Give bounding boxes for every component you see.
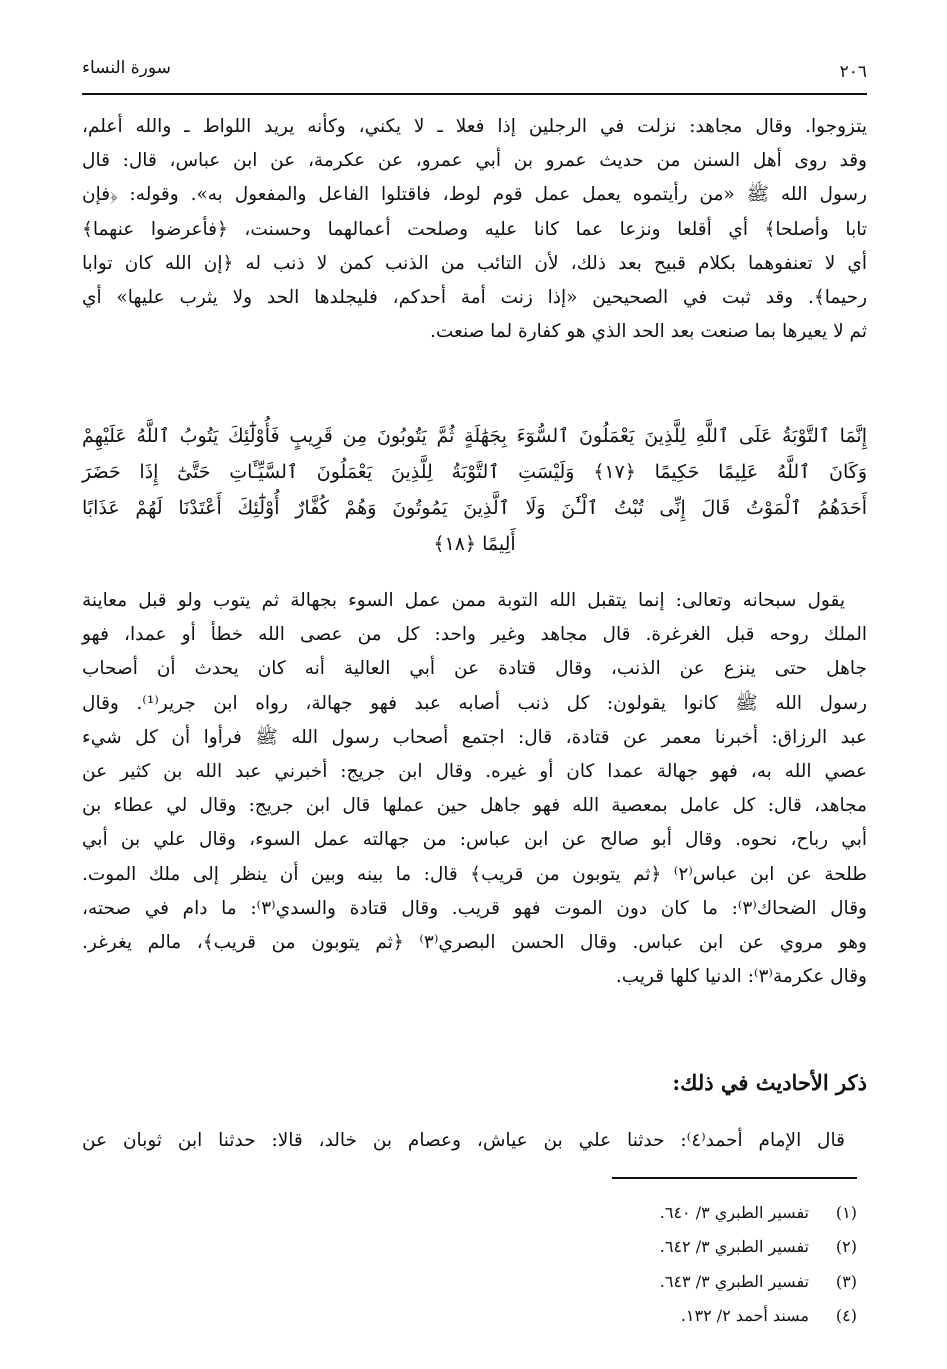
verse-line: أَحَدَهُمُ ٱلْمَوْتُ قَالَ إِنِّى تُبْتُ ٱلْـَٰٔنَ وَلَا ٱلَّذِينَ يَمُوتُونَ وَهُمْ كُفَّارٌ أُوْلَٰٓئِكَ أَعْتَدْنَا لَهُمْ عَذَابًا — [82, 497, 867, 519]
paragraph-2 — [82, 584, 867, 994]
section-heading: ذكر الأحاديث في ذلك: — [672, 1070, 867, 1095]
footnote-text: تفسير الطبري ٣/ ٦٤٣. — [659, 1271, 809, 1291]
text-line: قال الإمام أحمد⁽٤⁾: حدثنا علي بن عياش، وعصام بن خالد، قالا: حدثنا ابن ثوبان عن — [82, 1130, 845, 1151]
text-line: وقال عكرمة⁽٣⁾: الدنيا كلها قريب. — [615, 966, 867, 988]
text-line: وقال الضحاك⁽٣⁾: ما كان دون الموت فهو قريب. وقال قتادة والسدي⁽٣⁾: ما دام في صحته، — [82, 897, 867, 919]
verse-line: إِنَّمَا ٱلتَّوْبَةُ عَلَى ٱللَّهِ لِلَّذِينَ يَعْمَلُونَ ٱلسُّوٓءَ بِجَهَٰلَةٍ ثُمَّ يَتُوبُونَ مِن قَرِيبٍ فَأُوْلَٰٓئِكَ يَتُوبُ ٱللَّهُ عَلَيْهِمْ — [82, 425, 867, 447]
page-number: ٢٠٦ — [839, 62, 867, 82]
text-line: عبد الرزاق: أخبرنا معمر عن قتادة، قال: اجتمع أصحاب رسول الله ﷺ فرأوا أن كل شيء — [82, 726, 867, 748]
footnote — [660, 1196, 857, 1230]
text-line: رسول الله ﷺ «من رأيتموه يعمل عمل قوم لوط، فاقتلوا الفاعل والمفعول به». وقوله: ﴿فإن — [82, 184, 867, 206]
footnote-number: (٣) — [835, 1271, 857, 1291]
text-line: وهو مروي عن ابن عباس. وقال الحسن البصري⁽٣⁾ ﴿ثم يتوبون من قريب﴾، مالم يغرغر. — [82, 931, 867, 953]
verse-line: أَلِيمًا ﴿١٨﴾ — [433, 533, 516, 555]
footnote-number: (٢) — [835, 1237, 857, 1257]
footnote-text: مسند أحمد ٢/ ١٣٢. — [680, 1305, 809, 1325]
running-title: سورة النساء — [82, 58, 171, 78]
text-line: وقد روى أهل السنن من حديث عمرو بن أبي عمرو، عن عكرمة، عن ابن عباس، قال: قال — [82, 150, 867, 172]
text-line: ثم لا يعيرها بما صنعت بعد الحد الذي هو كفارة لما صنعت. — [430, 321, 867, 343]
text-line: يتزوجوا. وقال مجاهد: نزلت في الرجلين إذا فعلا ـ لا يكني، وكأنه يريد اللواط ـ والله أعلم، — [82, 116, 867, 137]
page-header — [82, 58, 867, 92]
footnote-text: تفسير الطبري ٣/ ٦٤٠. — [659, 1203, 809, 1222]
footnote — [660, 1265, 857, 1299]
text-line: يقول سبحانه وتعالى: إنما يتقبل الله التوبة ممن عمل السوء بجهالة ثم يتوب ولو قبل معاينة — [82, 590, 845, 611]
text-line: الملك روحه قبل الغرغرة. قال مجاهد وغير واحد: كل من عصى الله خطأ أو عمدا، فهو — [82, 624, 867, 646]
text-line: رسول الله ﷺ كانوا يقولون: كل ذنب أصابه عبد فهو جهالة، رواه ابن جرير⁽¹⁾. وقال — [82, 692, 867, 714]
footnote — [660, 1299, 857, 1333]
text-line: تابا وأصلحا﴾ أي أقلعا ونزعا عما كانا عليه وصلحت أعمالهما وحسنت، ﴿فأعرضوا عنهما﴾ — [82, 218, 867, 240]
text-line: طلحة عن ابن عباس⁽٢⁾ ﴿ثم يتوبون من قريب﴾ قال: ما بينه وبين أن ينظر إلى ملك الموت. — [82, 863, 867, 885]
text-line: عصي الله به، فهو جهالة عمدا كان أو غيره. وقال ابن جريج: أخبرني عبد الله بن كثير عن — [82, 760, 867, 782]
footnote — [660, 1230, 857, 1264]
paragraph-1 — [82, 110, 867, 349]
verse-line: وَكَانَ ٱللَّهُ عَلِيمًا حَكِيمًا ﴿١٧﴾ وَلَيْسَتِ ٱلتَّوْبَةُ لِلَّذِينَ يَعْمَلُونَ ٱلسَّيِّـَٔاتِ حَتَّىٰٓ إِذَا حَضَرَ — [82, 461, 867, 483]
footnote-rule — [612, 1177, 857, 1179]
footnote-number: (١) — [835, 1203, 857, 1222]
text-line: مجاهد، قال: كل عامل بمعصية الله فهو جاهل حين عملها قال ابن جريج: وقال لي عطاء بن — [82, 795, 867, 817]
footnote-number: (٤) — [835, 1305, 857, 1325]
paragraph-3 — [82, 1124, 867, 1158]
quran-verses — [82, 418, 867, 562]
text-line: أي لا تعنفوهما بكلام قبيح بعد ذلك، لأن التائب من الذنب كمن لا ذنب له ﴿إن الله كان توابا — [82, 252, 867, 274]
text-line: أبي رباح، نحوه. وقال أبو صالح عن ابن عباس: من جهالته عمل السوء، وقال علي بن أبي — [82, 829, 867, 851]
footnote-text: تفسير الطبري ٣/ ٦٤٢. — [659, 1237, 809, 1257]
header-rule — [82, 93, 867, 95]
text-line: رحيما﴾. وقد ثبت في الصحيحين «إذا زنت أمة أحدكم، فليجلدها الحد ولا يثرب عليها» أي — [82, 286, 867, 308]
text-line: جاهل حتى ينزع عن الذنب، وقال قتادة عن أبي العالية أنه كان يحدث أن أصحاب — [82, 658, 867, 680]
footnotes — [660, 1196, 857, 1333]
